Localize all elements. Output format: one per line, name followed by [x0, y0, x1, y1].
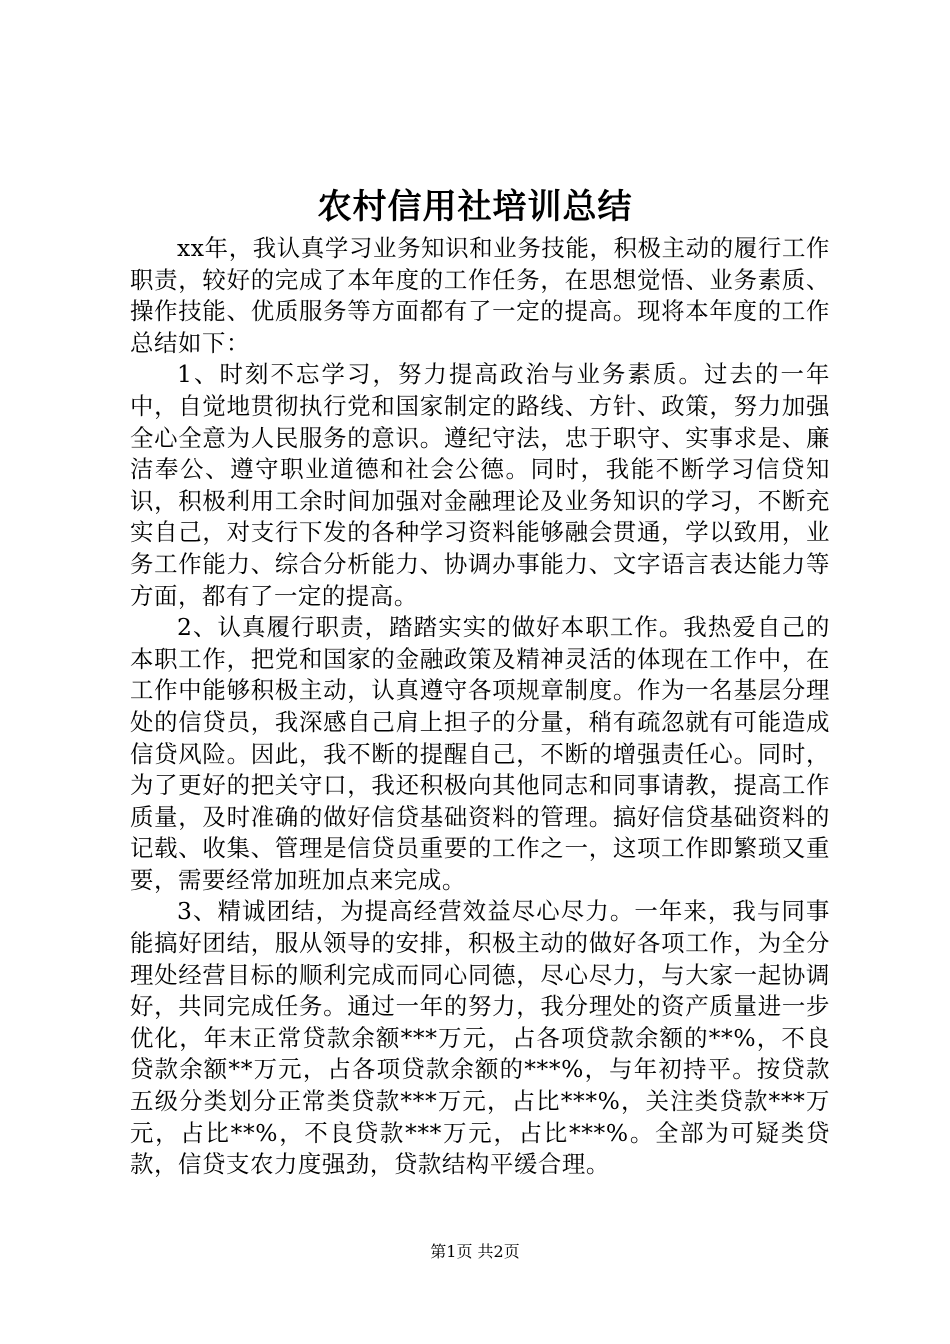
paragraph-section-3: 3、精诚团结，为提高经营效益尽心尽力。一年来，我与同事能搞好团结，服从领导的安排，积极主动的做好各项工作，为全分理处经营目标的顺利完成而同心同德，尽心尽力，与大家一起协调好，共同完成任务。通过一年的努力，我分理处的资产质量进一步优化，年末正常贷款余额***万元，占各项贷款余额的**%，不良贷款余额**万元，占各项贷款余额的***%，与年初持平。按贷款五级分类划分正常类贷款***万元，占比***%，关注类贷款***万元，占比**%，不良贷款***万元，占比***%。全部为可疑类贷款，信贷支农力度强劲，贷款结构平缓合理。 [130, 897, 830, 1179]
paragraph-section-1: 1、时刻不忘学习，努力提高政治与业务素质。过去的一年中，自觉地贯彻执行党和国家制定的路线、方针、政策，努力加强全心全意为人民服务的意识。遵纪守法，忠于职守、实事求是、廉洁奉公、遵守职业道德和社会公德。同时，我能不断学习信贷知识，积极利用工余时间加强对金融理论及业务知识的学习，不断充实自己，对支行下发的各种学习资料能够融会贯通，学以致用，业务工作能力、综合分析能力、协调办事能力、文字语言表达能力等方面，都有了一定的提高。 [130, 360, 830, 610]
document-body [130, 233, 830, 1181]
paragraph-intro: xx年，我认真学习业务知识和业务技能，积极主动的履行工作职责，较好的完成了本年度的工作任务，在思想觉悟、业务素质、操作技能、优质服务等方面都有了一定的提高。现将本年度的工作总结如下： [130, 234, 830, 357]
page-footer: 第1页 共2页 [430, 1242, 520, 1261]
document-title: 农村信用社培训总结 [317, 187, 633, 227]
paragraph-section-2: 2、认真履行职责，踏踏实实的做好本职工作。我热爱自己的本职工作，把党和国家的金融政策及精神灵活的体现在工作中，在工作中能够积极主动，认真遵守各项规章制度。作为一名基层分理处的信贷员，我深感自己肩上担子的分量，稍有疏忽就有可能造成信贷风险。因此，我不断的提醒自己，不断的增强责任心。同时，为了更好的把关守口，我还积极向其他同志和同事请教，提高工作质量，及时准确的做好信贷基础资料的管理。搞好信贷基础资料的记载、收集、管理是信贷员重要的工作之一，这项工作即繁琐又重要，需要经常加班加点来完成。 [130, 613, 830, 894]
